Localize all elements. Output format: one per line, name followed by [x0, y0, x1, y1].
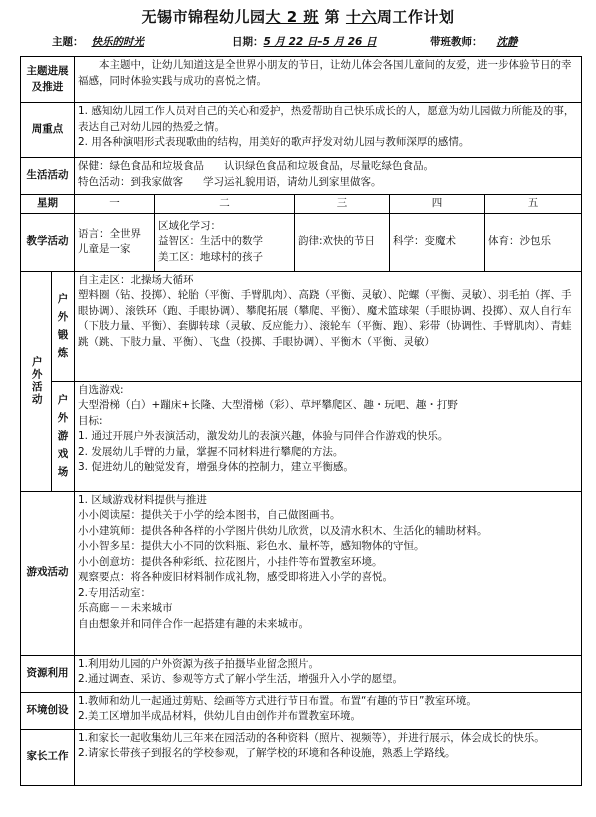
- teaching-mon: 语言：全世界儿童是一家: [75, 213, 155, 271]
- title-week: 十六: [345, 8, 377, 26]
- row-outdoor-games: [21, 381, 582, 491]
- date-field: [232, 34, 377, 49]
- outdoor-games-line: 1. 通过开展户外表演活动，激发幼儿的表演兴趣，体验与同伴合作游戏的快乐。: [78, 430, 449, 442]
- parents-line: 2.请家长带孩子到报名的学校参观，了解学校的环境和各种设施，熟悉上学路线。: [78, 747, 456, 759]
- date-label: 日期：: [232, 36, 264, 48]
- page-title: [0, 6, 596, 27]
- game-activity-content: [75, 491, 582, 655]
- outdoor-games-content: [75, 381, 582, 491]
- row-teaching: [21, 213, 582, 271]
- outdoor-exercise-content: [75, 271, 582, 381]
- resources-line: 2.通过调查、采访、参观等方式了解小学生活，增强升入小学的愿望。: [78, 673, 404, 685]
- teacher-label: 带班教师：: [430, 36, 483, 48]
- week-focus-item: 2. 用各种演唱形式表现歌曲的结构，用美好的歌声抒发对幼儿园与教师深厚的感情。: [78, 136, 470, 148]
- outdoor-games-line: 自选游戏:: [78, 383, 124, 396]
- life-content: [75, 158, 582, 195]
- teacher-field: [430, 34, 518, 49]
- title-suffix: 周工作计划: [376, 8, 455, 26]
- life-label: 生活活动: [21, 158, 75, 195]
- outdoor-exercise-line: 自主走区：北操场大循环: [78, 273, 194, 286]
- game-activity-line: 观察要点：将各种废旧材料制作成礼物，感受即将进入小学的喜悦。: [78, 571, 393, 583]
- game-activity-line: 自由想象并和同伴合作一起搭建有趣的未来城市。: [78, 617, 309, 630]
- outdoor-exercise-label: 户外锻炼: [52, 271, 75, 381]
- outdoor-games-line: 3. 促进幼儿的触觉发育，增强身体的控制力，建立平衡感。: [78, 461, 354, 473]
- teaching-thu: 科学：变魔术: [390, 213, 485, 271]
- teacher-value: 沈静: [496, 36, 518, 48]
- row-weekdays: [21, 195, 582, 214]
- title-class: 大 2 班: [265, 8, 319, 26]
- weekday-wed: 三: [295, 195, 390, 214]
- parents-label: 家长工作: [21, 729, 75, 785]
- game-activity-line: 1. 区域游戏材料提供与推进: [78, 493, 207, 506]
- theme-progress-text: 本主题中，让幼儿知道这是全世界小朋友的节日，让幼儿体会各国儿童间的友爱，进一步体验节日的幸福感，同时体验实践与成功的喜悦之情。: [75, 57, 582, 103]
- row-game-activity: [21, 491, 582, 655]
- weekday-tue: 二: [155, 195, 295, 214]
- teaching-fri: 体育：沙包乐: [485, 213, 582, 271]
- outdoor-label: 户外活动: [21, 271, 52, 491]
- environment-line: 1.教师和幼儿一起通过剪贴、绘画等方式进行节日布置。布置“有趣的节日”教室环境。: [78, 694, 477, 707]
- teaching-tue-line: 美工区：地球村的孩子: [158, 250, 263, 263]
- week-focus-label: 周重点: [21, 103, 75, 158]
- teaching-tue-line: 区域化学习：: [158, 219, 221, 232]
- outdoor-games-line: 目标:: [78, 414, 103, 427]
- life-line: 保健：绿色食品和垃圾食品 认识绿色食品和垃圾食品，尽量吃绿色食品。: [78, 160, 435, 172]
- resources-line: 1.利用幼儿园的户外资源为孩子拍摄毕业留念照片。: [78, 657, 320, 670]
- game-activity-label: 游戏活动: [21, 491, 75, 655]
- title-di: 第: [324, 8, 341, 26]
- outdoor-games-label: 户外游戏场: [52, 381, 75, 491]
- parents-content: [75, 729, 582, 785]
- weekly-plan-table: [20, 56, 582, 786]
- row-parents: [21, 729, 582, 785]
- row-resources: [21, 655, 582, 692]
- date-value: 5 月 22 日–5 月 26 日: [263, 36, 377, 48]
- theme-value: 快乐的时光: [91, 36, 144, 48]
- game-activity-line: 小小阅读屋：提供关于小学的绘本图书，自己做图画书。: [78, 509, 341, 521]
- row-week-focus: [21, 103, 582, 158]
- outdoor-exercise-line: 塑料圈（钻、投掷）、轮胎（平衡、手臂肌肉）、高跷（平衡、灵敏）、陀螺（平衡、灵敏）、羽毛拍（挥、手眼协调）、滚铁环（跑、手眼协调）、攀爬拓展（攀爬、平衡）、魔术篮球架（手眼协调、投掷）、双人自行车（下肢力量、平衡）、套脚转球（灵敏、反应能力）、滚轮车（平衡、跑）、彩带（协调性、手臂肌肉）、青蛙跳（跳、下肢力量、平衡）、飞盘（投掷、手眼协调）、平衡木（平衡、灵敏）: [78, 289, 572, 348]
- row-outdoor-exercise: [21, 271, 582, 381]
- week-focus-item: 1. 感知幼儿园工作人员对自己的关心和爱护，热爱帮助自己快乐成长的人，愿意为幼儿园做力所能及的事，表达自己对幼儿园的热爱之情。: [78, 105, 575, 133]
- row-theme-progress: [21, 57, 582, 103]
- environment-label: 环境创设: [21, 692, 75, 729]
- environment-content: [75, 692, 582, 729]
- weekday-mon: 一: [75, 195, 155, 214]
- weekday-thu: 四: [390, 195, 485, 214]
- game-activity-line: 小小智多星：提供大小不同的饮料瓶、彩色水、量杯等，感知物体的守恒。: [78, 540, 425, 552]
- game-activity-line: 小小创意坊：提供各种彩纸、拉花图片，小挂件等布置教室环境。: [78, 555, 383, 568]
- life-line: 特色活动：到我家做客 学习运礼貌用语，请幼儿到家里做客。: [78, 175, 382, 188]
- row-environment: [21, 692, 582, 729]
- resources-content: [75, 655, 582, 692]
- resources-label: 资源利用: [21, 655, 75, 692]
- weekday-label: 星期: [21, 195, 75, 214]
- outdoor-games-line: 大型滑梯（白）+蹦床+长隆、大型滑梯（彩）、草坪攀爬区、趣・玩吧、趣・打野: [78, 399, 458, 411]
- theme-label: 主题：: [52, 36, 84, 48]
- theme-field: [52, 34, 144, 49]
- theme-progress-label: 主题进展及推进: [21, 57, 75, 103]
- game-activity-line: 2.专用活动室：: [78, 586, 152, 599]
- outdoor-games-line: 2. 发展幼儿手臂的力量，掌握不同材料进行攀爬的方法。: [78, 445, 344, 458]
- teaching-wed: 韵律:欢快的节日: [295, 213, 390, 271]
- row-life: [21, 158, 582, 195]
- game-activity-line: 小小建筑师：提供各种各样的小学图片供幼儿欣赏，以及清水积木、生活化的辅助材料。: [78, 524, 488, 537]
- teaching-tue: [155, 213, 295, 271]
- week-focus-content: [75, 103, 582, 158]
- teaching-label: 教学活动: [21, 213, 75, 271]
- game-activity-line: 乐高廊－－未来城市: [78, 602, 173, 614]
- parents-line: 1.和家长一起收集幼儿三年来在园活动的各种资料（照片、视频等），并进行展示，体会成长的快乐。: [78, 731, 545, 744]
- title-school: 无锡市锦程幼儿园: [141, 8, 266, 26]
- environment-line: 2.美工区增加半成品材料，供幼儿自由创作并布置教室环境。: [78, 710, 362, 722]
- teaching-tue-line: 益智区：生活中的数学: [158, 235, 263, 248]
- weekday-fri: 五: [485, 195, 582, 214]
